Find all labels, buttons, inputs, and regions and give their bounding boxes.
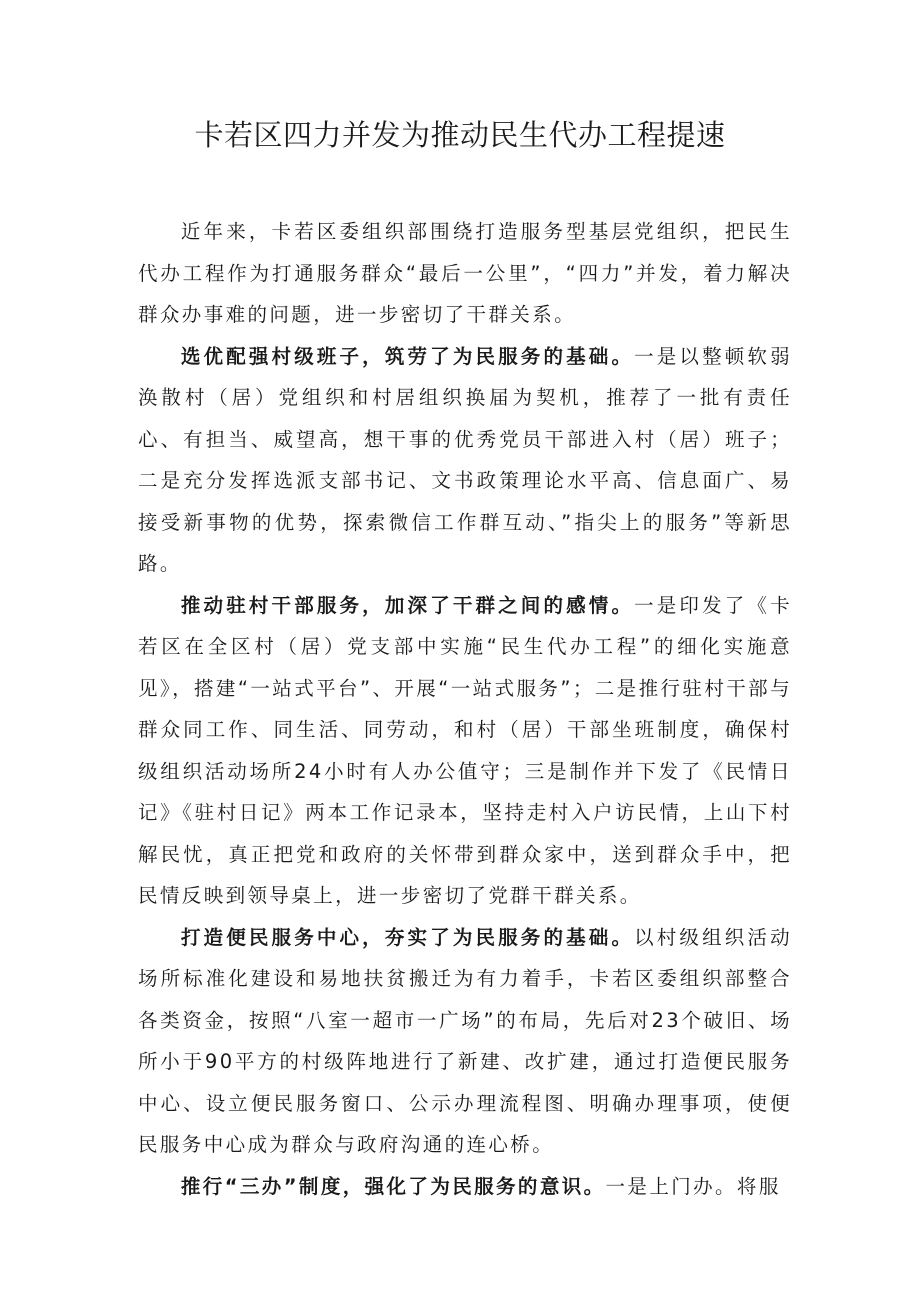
document-title: 卡若区四力并发为推动民生代办工程提速	[194, 118, 726, 152]
paragraph-text: 一是以整顿软弱涣散村（居）党组织和村居组织换届为契机，推荐了一批有责任心、有担当、威望高，想干事的优秀党员干部进入村（居）班子；二是充分发挥选派支部书记、文书政策理论水平高、信息面广、易接受新事物的优势，探索微信工作群互动、”指尖上的服务”等新思路。	[138, 344, 792, 575]
paragraph-lead: 打造便民服务中心，夯实了为民服务的基础。	[180, 925, 635, 949]
paragraph-text: 以村级组织活动场所标准化建设和易地扶贫搬迁为有力着手，卡若区委组织部整合各类资金，按照“八室一超市一广场”的布局，先后对23个破旧、场所小于90平方的村级阵地进行了新建、改扩建，通过打造便民服务中心、设立便民服务窗口、公示办理流程图、明确办理事项，使便民服务中心成为群众与政府沟通的连心桥。	[138, 925, 792, 1156]
paragraph-three-services	[138, 1166, 792, 1208]
document-body	[138, 211, 792, 1207]
paragraph-village-leadership	[138, 336, 792, 585]
paragraph-text: 近年来，卡若区委组织部围绕打造服务型基层党组织，把民生代办工程作为打通服务群众“最后一公里”，“四力”并发，着力解决群众办事难的问题，进一步密切了干群关系。	[138, 220, 792, 326]
paragraph-intro	[138, 211, 792, 336]
paragraph-lead: 推动驻村干部服务，加深了干群之间的感情。	[180, 593, 635, 617]
paragraph-lead: 推行“三办”制度，强化了为民服务的意识。	[180, 1174, 606, 1198]
paragraph-lead: 选优配强村级班子，筑劳了为民服务的基础。	[180, 344, 635, 368]
paragraph-text: 一是印发了《卡若区在全区村（居）党支部中实施“民生代办工程”的细化实施意见》，搭建“一站式平台”、开展“一站式服务”；二是推行驻村干部与群众同工作、同生活、同劳动，和村（居）干部坐班制度，确保村级组织活动场所24小时有人办公值守；三是制作并下发了《民情日记》《驻村日记》两本工作记录本，坚持走村入户访民情，上山下村解民忧，真正把党和政府的关怀带到群众家中，送到群众手中，把民情反映到领导桌上，进一步密切了党群干群关系。	[138, 593, 792, 907]
paragraph-text: 一是上门办。将服	[605, 1174, 781, 1198]
paragraph-resident-cadres	[138, 585, 792, 917]
paragraph-service-center	[138, 917, 792, 1166]
